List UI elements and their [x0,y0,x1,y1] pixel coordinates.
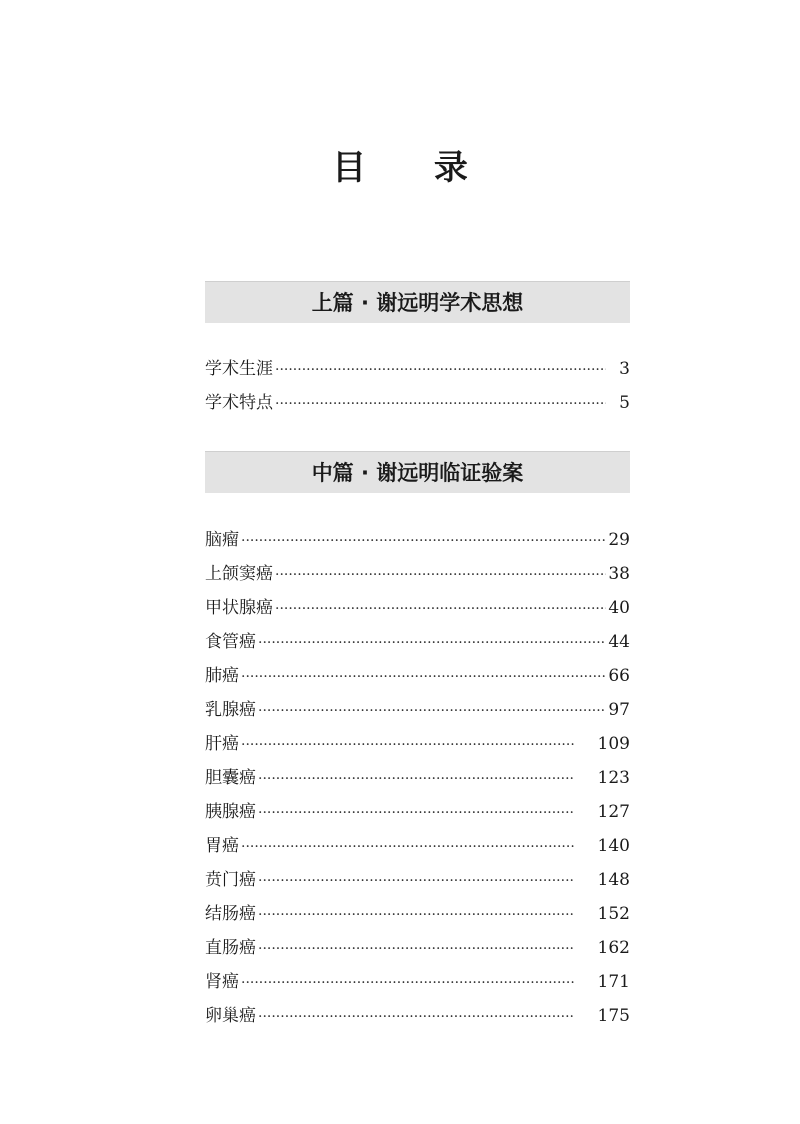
toc-entry-title: 乳腺癌 [205,700,256,720]
toc-entry[interactable] [205,727,630,761]
toc-entry[interactable] [205,897,630,931]
dot-leader [258,898,574,932]
toc-entry-page: 29 [608,530,630,550]
toc-entry-title: 胰腺癌 [205,802,256,822]
dot-leader [241,966,574,1000]
dot-leader [258,626,606,660]
dot-leader [258,864,574,898]
toc-entry-page: 44 [608,632,630,652]
dot-leader [241,830,574,864]
toc-entry-page: 5 [619,393,630,413]
toc-entry-title: 食管癌 [205,632,256,652]
toc-entry-title: 胃癌 [205,836,239,856]
dot-leader [258,932,574,966]
toc-entry[interactable] [205,829,630,863]
toc-list-upper [205,352,630,420]
toc-entry-title: 肾癌 [205,972,239,992]
toc-entry-title: 结肠癌 [205,904,256,924]
dot-leader [275,353,606,387]
toc-entry-title: 胆囊癌 [205,768,256,788]
toc-entry[interactable] [205,761,630,795]
toc-entry[interactable] [205,931,630,965]
toc-entry-page: 38 [608,564,630,584]
toc-entry[interactable] [205,591,630,625]
toc-entry-title: 学术特点 [205,393,273,413]
toc-entry[interactable] [205,386,630,420]
toc-entry-page: 140 [597,836,630,856]
toc-entry[interactable] [205,557,630,591]
toc-entry[interactable] [205,999,630,1033]
toc-entry[interactable] [205,965,630,999]
toc-entry[interactable] [205,693,630,727]
section-heading-upper: 上篇 · 谢远明学术思想 [205,281,630,323]
toc-entry[interactable] [205,352,630,386]
dot-leader [258,796,574,830]
toc-entry-page: 40 [608,598,630,618]
toc-entry-page: 66 [608,666,630,686]
toc-entry-page: 162 [597,938,630,958]
toc-entry[interactable] [205,795,630,829]
toc-entry-page: 109 [597,734,630,754]
toc-entry-page: 127 [597,802,630,822]
dot-leader [258,762,574,796]
dot-leader [275,592,606,626]
dot-leader [258,694,606,728]
toc-entry[interactable] [205,659,630,693]
toc-entry-title: 卵巢癌 [205,1006,256,1026]
toc-entry-page: 175 [597,1006,630,1026]
toc-entry-title: 脑瘤 [205,530,239,550]
toc-entry-page: 152 [597,904,630,924]
toc-list-middle [205,523,630,1033]
toc-entry[interactable] [205,863,630,897]
dot-leader [241,728,574,762]
dot-leader [275,387,606,421]
toc-entry-page: 123 [597,768,630,788]
dot-leader [258,1000,574,1034]
toc-entry-title: 贲门癌 [205,870,256,890]
toc-entry-title: 肺癌 [205,666,239,686]
toc-entry-title: 肝癌 [205,734,239,754]
dot-leader [241,524,606,558]
toc-entry-title: 上颌窦癌 [205,564,273,584]
toc-entry[interactable] [205,625,630,659]
toc-entry-page: 148 [597,870,630,890]
toc-entry-title: 学术生涯 [205,359,273,379]
toc-entry-title: 直肠癌 [205,938,256,958]
toc-entry-page: 97 [608,700,630,720]
toc-entry-page: 3 [619,359,630,379]
section-heading-middle: 中篇 · 谢远明临证验案 [205,451,630,493]
page-title: 目 录 [332,148,496,188]
toc-entry-title: 甲状腺癌 [205,598,273,618]
dot-leader [275,558,606,592]
toc-entry[interactable] [205,523,630,557]
toc-entry-page: 171 [597,972,630,992]
dot-leader [241,660,606,694]
